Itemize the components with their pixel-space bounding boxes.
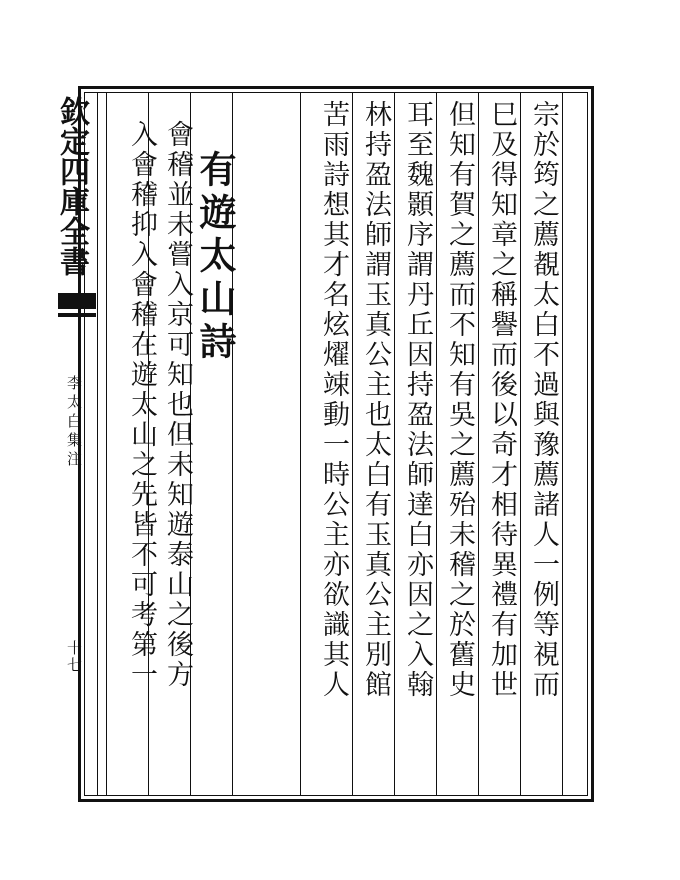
text-column: 耳至魏顥序謂丹丘因持盈法師達白亦因之入翰 [402,100,433,700]
column-rule [300,92,301,796]
page-number: 十七 [65,640,83,674]
text-column: 但知有賀之薦而不知有吳之薦殆未稽之於舊史 [444,100,475,700]
spine-book-label: 李太白集注 [65,375,83,470]
text-column: 會稽並未嘗入京可知也但未知遊泰山之後方 [162,120,193,690]
column-rule [352,92,353,796]
column-rule [478,92,479,796]
spine-title: 欽定四庫全書 [54,96,89,276]
text-column: 苦雨詩想其才名炫燿竦動一時公主亦欲識其人 [318,100,349,700]
text-column: 巳及得知章之稱譽而後以奇才相待異禮有加世 [486,100,517,700]
column-rule [106,92,107,796]
spine-fishtail-mark [58,293,96,309]
column-rule [562,92,563,796]
column-rule [394,92,395,796]
text-column: 入會稽抑入會稽在遊太山之先皆不可考第一 [126,120,157,690]
text-column: 林持盈法師謂玉真公主也太白有玉真公主別館 [360,100,391,700]
column-rule [436,92,437,796]
column-rule [520,92,521,796]
spine-fishtail-line [58,313,96,317]
poem-title: 有遊太山詩 [193,150,237,365]
text-column: 宗於筠之薦覩太白不過與豫薦諸人一例等視而 [528,100,559,700]
